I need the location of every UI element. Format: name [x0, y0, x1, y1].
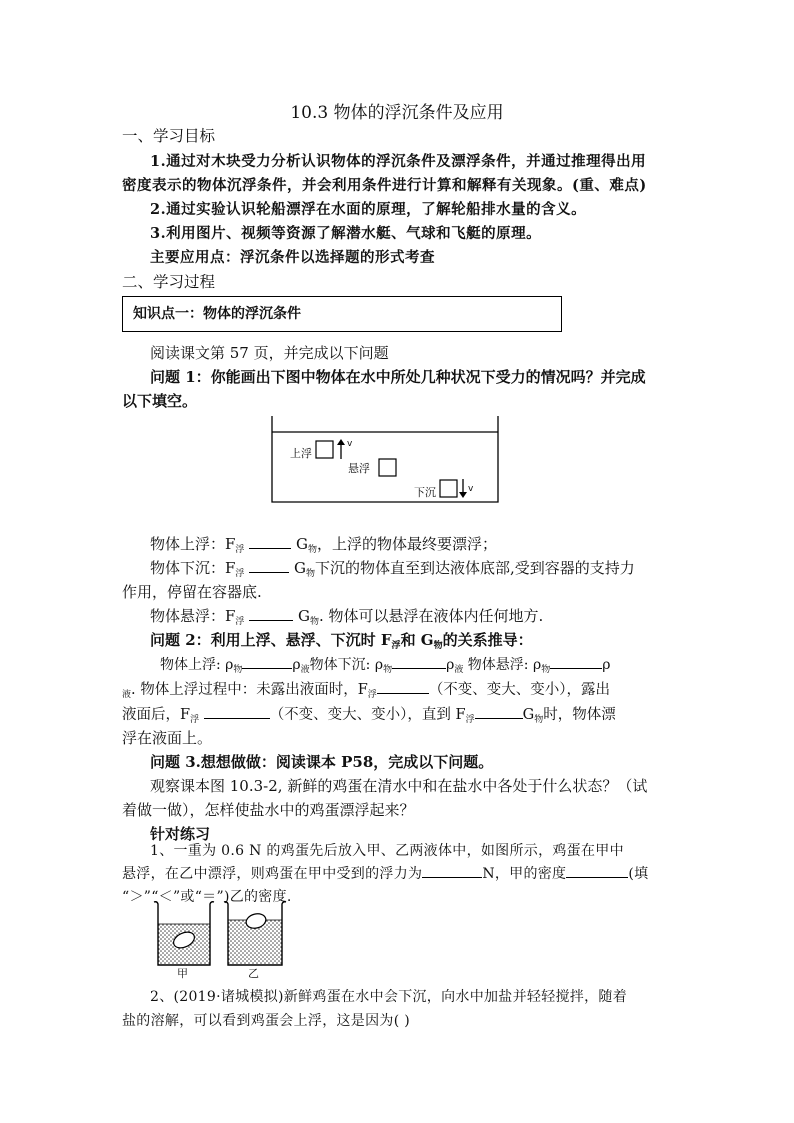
question-3-title: 问题 3.想想做做：阅读课本 P58，完成以下问题。 — [150, 753, 494, 771]
answer-blank[interactable] — [475, 706, 523, 719]
practice-2-line1: 2、(2019·诸城模拟)新鲜鸡蛋在水中会下沉，向水中加盐并轻轻搅拌，随着 — [150, 989, 628, 1005]
question-3-line1: 观察课本图 10.3-2, 新鲜的鸡蛋在清水中和在盐水中各处于什么状态？（试 — [150, 777, 648, 795]
label-suspended: 悬浮 — [348, 462, 370, 475]
label-v-down: v — [468, 484, 474, 494]
practice-1-line2: 悬浮，在乙中漂浮，则鸡蛋在甲中受到的浮力为 N，甲的密度 (填 — [122, 866, 649, 882]
answer-blank[interactable] — [249, 536, 291, 549]
question-1-line2: 以下填空。 — [122, 392, 198, 410]
practice-1-line3: “＞”“＜”或“＝”)乙的密度. — [122, 889, 292, 905]
answer-blank[interactable] — [550, 656, 602, 669]
beakers-diagram — [150, 896, 300, 974]
up-arrow-head — [337, 439, 345, 445]
answer-blank[interactable] — [242, 656, 292, 669]
fill-sinking-line2: 作用，停留在容器底. — [122, 583, 262, 601]
sinking-object — [440, 480, 457, 497]
label-rising: 上浮 — [290, 447, 312, 460]
answer-blank[interactable] — [249, 608, 293, 621]
question-2-line4: 浮在液面上。 — [122, 729, 213, 747]
question-3-line2: 着做一做），怎样使盐水中的鸡蛋漂浮起来？ — [122, 801, 415, 819]
answer-blank[interactable] — [204, 706, 270, 719]
question-2-line3: 液面后，$F_浮$ （不变、变大、变小），直到 $F_浮$ $G_物$时，物体漂 — [122, 707, 616, 725]
label-sinking: 下沉 — [414, 486, 436, 499]
question-1-line1: 问题 1：你能画出下图中物体在水中所处几种状况下受力的情况吗？并完成 — [150, 368, 646, 386]
fill-rising: 物体上浮：$F_浮$ $G_物$，上浮的物体最终要漂浮； — [150, 535, 498, 555]
rising-object — [316, 441, 333, 458]
objective-2: 2.通过实验认识轮船漂浮在水面的原理，了解轮船排水量的含义。 — [150, 201, 587, 218]
practice-1-line1: 1、一重为 0.6 N 的鸡蛋先后放入甲、乙两液体中，如图所示，鸡蛋在甲中 — [150, 843, 624, 859]
label-v-up: v — [347, 439, 353, 449]
section-heading-process: 二、学习过程 — [122, 273, 216, 291]
suspended-object — [379, 459, 396, 476]
practice-2-line2: 盐的溶解，可以看到鸡蛋会上浮，这是因为( ) — [122, 1013, 410, 1029]
answer-blank[interactable] — [392, 656, 446, 669]
question-2-title: 问题 2：利用上浮、悬浮、下沉时 $F_浮$和 $G_物$的关系推导： — [150, 631, 533, 651]
answer-blank[interactable] — [377, 681, 429, 694]
knowledge-point-box — [122, 296, 562, 332]
answer-blank[interactable] — [422, 865, 482, 878]
reading-instruction: 阅读课文第 57 页，并完成以下问题 — [150, 344, 389, 362]
practice-heading: 针对练习 — [150, 825, 211, 843]
question-2-line2: $_液$. 物体上浮过程中：未露出液面时，$F_浮$ （不变、变大、变小），露出 — [122, 682, 611, 700]
objective-1-line2: 密度表示的物体沉浮条件，并会利用条件进行计算和解释有关现象。(重、难点) — [122, 177, 647, 194]
main-application-point: 主要应用点：浮沉条件以选择题的形式考查 — [150, 249, 435, 266]
answer-blank[interactable] — [566, 865, 628, 878]
section-heading-objectives: 一、学习目标 — [122, 127, 216, 145]
beaker-label-b: 乙 — [248, 967, 259, 980]
objective-3: 3.利用图片、视频等资源了解潜水艇、气球和飞艇的原理。 — [150, 225, 542, 242]
down-arrow-head — [459, 492, 467, 498]
question-2-line1: 物体上浮: $\rho_物$ $\rho_液$物体下沉: $\rho_物$ $\rho_液$ 物体悬浮: $\rho_物$ ρ — [160, 657, 611, 675]
fill-suspended: 物体悬浮：$F_浮$ $G_物$. 物体可以悬浮在液体内任何地方. — [150, 607, 544, 627]
page-title: 10.3 物体的浮沉条件及应用 — [290, 103, 504, 123]
beaker-label-a: 甲 — [177, 967, 188, 980]
objective-1-line1: 1.通过对木块受力分析认识物体的浮沉条件及漂浮条件，并通过推理得出用 — [150, 153, 647, 170]
knowledge-point-label: 知识点一：物体的浮沉条件 — [133, 306, 301, 322]
answer-blank[interactable] — [249, 560, 289, 573]
fill-sinking: 物体下沉：$F_浮$ $G_物$下沉的物体直至到达液体底部,受到容器的支持力 — [150, 559, 635, 579]
